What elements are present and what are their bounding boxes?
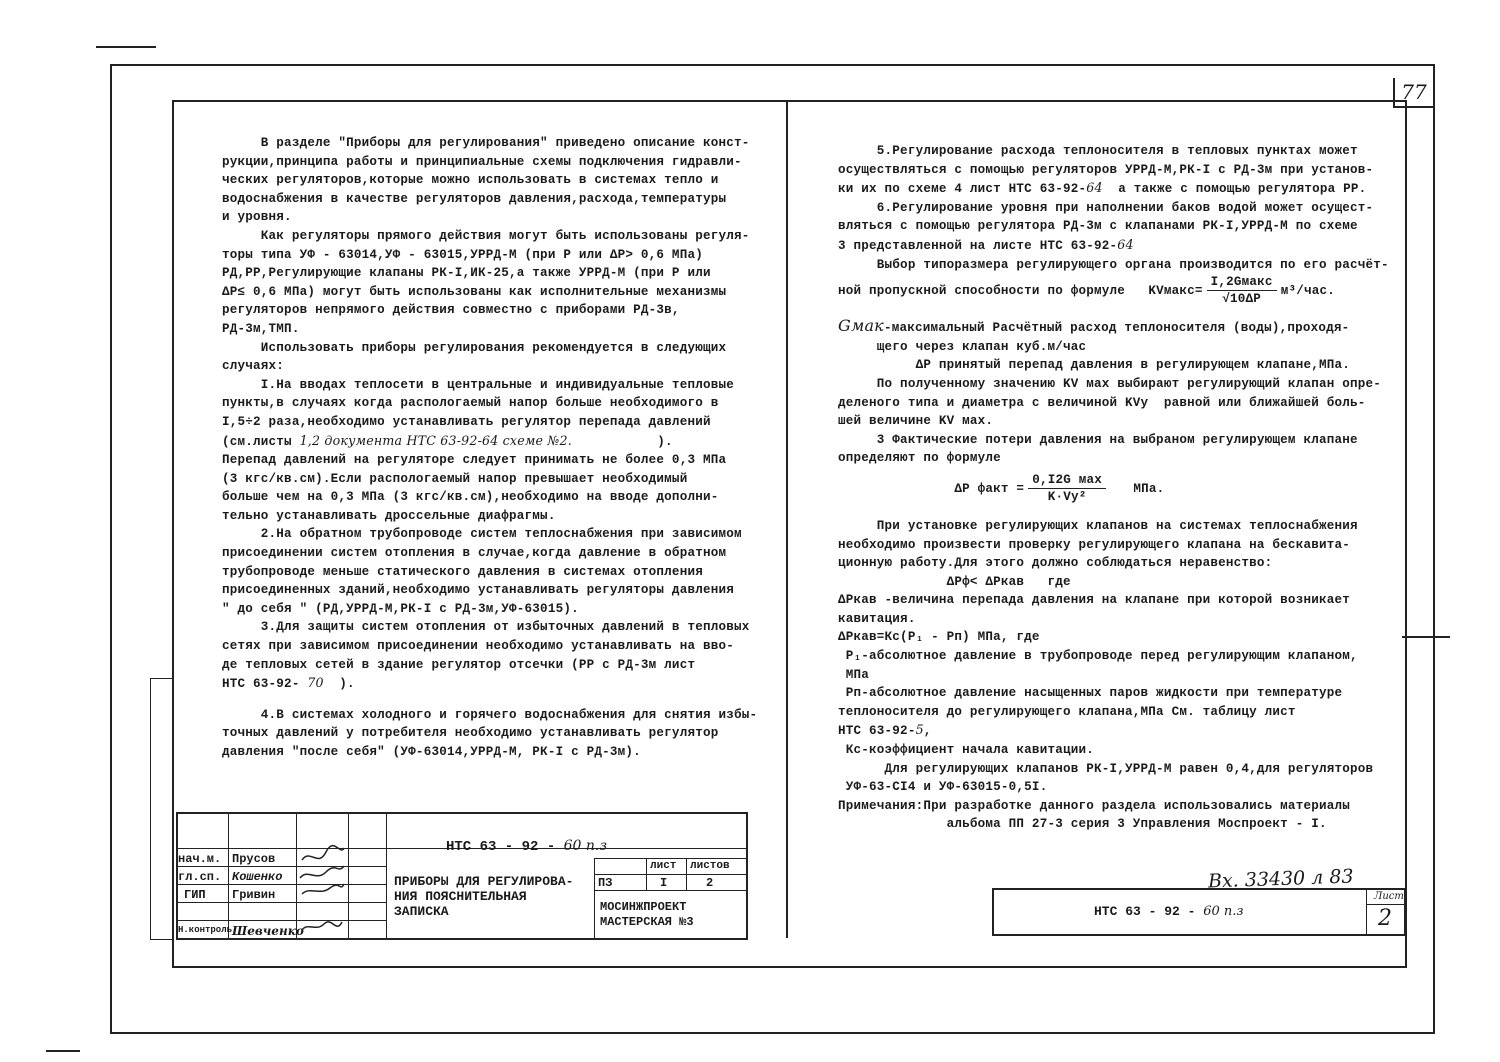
text-line: альбома ПП 27-3 серия 3 Управления Моспроект - I. — [838, 817, 1327, 832]
text-line: рукции,принципа работы и принципиальные схемы подключения гидравли- — [222, 154, 742, 169]
doc-code-right: НТС 63 - 92 - 60 п.з — [1094, 904, 1244, 919]
text-line: регуляторов непрямого действия совместно с приборами РД-3в, — [222, 303, 680, 318]
text-line: I,5÷2 раза,необходимо устанавливать регулятор перепада давлений — [222, 414, 711, 429]
text-line: случаях: — [222, 359, 285, 374]
text-line: В разделе "Приборы для регулирования" приведено описание конст- — [222, 136, 750, 150]
text-line: пункты,в случаях когда распологаемый напор больше необходимого в — [222, 396, 719, 411]
role-label: ГИП — [184, 888, 206, 902]
text-line: необходимо произвести проверку регулирующего клапана на бескавита- — [838, 537, 1350, 552]
text-line: При установке регулирующих клапанов на системах теплоснабжения — [838, 518, 1358, 533]
tb-line — [594, 890, 748, 891]
text-line: " до себя " (РД,УРРД-М,РК-I с РД-3м,УФ-63015). — [222, 601, 579, 616]
text-line: деленого типа и диаметра с величиной KVy равной или ближайшей боль- — [838, 395, 1366, 410]
tb-line — [176, 884, 386, 885]
text-line: ционную работу.Для этого должно соблюдаться неравенство: — [838, 556, 1273, 571]
text-line: (3 кгс/кв.см).Если распологаемый напор превышает необходимый — [222, 471, 688, 486]
text-line: больше чем на 0,3 МПа (3 кгс/кв.см),необходимо на вводе дополни- — [222, 490, 719, 505]
text-line: трубопроводе меньше статического давления в системах отопления — [222, 564, 703, 579]
tb-line — [1366, 888, 1367, 936]
side-stub — [150, 678, 172, 940]
text-line: ΔР принятый перепад давления в регулирующем клапане,МПа. — [838, 358, 1350, 373]
formula-kv: ной пропускной способности по формуле KVмакс= $\frac{\text{I,2Gмакс}}{√10\Delta Р}$ м³/час. — [838, 275, 1335, 307]
text-line: 6.Регулирование уровня при наполнении баков водой может осущест- — [838, 200, 1374, 215]
tb-line — [176, 902, 386, 903]
text-line: 3 Фактические потери давления на выбраном регулирующем клапане — [838, 432, 1358, 447]
formula-dp: ΔР факт = $\frac{\text{0,I2G мах}}{\text{K·Vy²}}$ МПа. — [954, 472, 1165, 504]
text-line: присоединении систем отопления в случае,когда давление в обратном — [222, 546, 727, 561]
text-line: шей величине KV мах. — [838, 414, 994, 429]
handwritten-70: 70 — [307, 675, 324, 691]
text-line: Р₁-абсолютное давление в трубопроводе перед регулирующим клапаном, — [838, 649, 1358, 664]
text-line: присоединенных зданий,необходимо устанавливать регуляторы давления — [222, 583, 734, 598]
intro-paragraphs — [222, 134, 782, 432]
text-line: Примечания:При разработке данного раздела использовались материалы — [838, 798, 1350, 813]
text-line: сетях при зависимом присоединении необходимо устанавливать на вво- — [222, 639, 734, 654]
tb-line — [176, 866, 386, 867]
notes-paragraphs — [838, 741, 1403, 834]
sheet-value-right: 2 — [1378, 906, 1392, 931]
text-line: теплоносителя до регулирующего клапана,МПа См. таблицу лист — [838, 704, 1296, 719]
scan-mark — [1402, 636, 1450, 638]
text-line: водоснабжения в качестве регуляторов давления,расхода,температуры — [222, 191, 727, 206]
incoming-stamp: Вх. 33430 л 83 — [1207, 865, 1354, 893]
tb-line — [646, 858, 647, 890]
text-line: 3.Для защиты систем отопления от избыточных давлений в тепловых — [222, 620, 750, 635]
person-name: Прусов — [232, 852, 276, 866]
text-line: давления "после себя" (УФ-63014,УРРД-М, РК-I с РД-3м). — [222, 745, 641, 759]
sheets-label: листов — [690, 860, 730, 872]
doc-code: НТС 63 - 92 - 60 п.з — [446, 838, 607, 855]
stage: ПЗ — [598, 876, 613, 890]
sheet-label-right: Лист — [1374, 891, 1404, 902]
text-line: торы типа УФ - 63014,УФ - 63015,УРРД-М (при Р или ΔР> 0,6 МПа) — [222, 247, 703, 262]
scan-mark — [96, 46, 156, 48]
text-line: ΔР≤ 0,6 МПа) могут быть использованы как исполнительные механизмы — [222, 284, 727, 299]
text-line: РД-3м,ТМП. — [222, 321, 300, 336]
text-line: I.На вводах теплосети в центральные и индивидуальные тепловые — [222, 377, 734, 392]
text-line: 2.На обратном трубопроводе систем теплоснабжения при зависимом — [222, 527, 742, 542]
role-label: Н.контроль — [178, 925, 233, 935]
tb-line — [686, 858, 687, 890]
tb-line — [386, 812, 387, 940]
role-label: гл.сп. — [178, 870, 222, 884]
text-line: Кс-коэффициент начала кавитации. — [838, 743, 1094, 758]
text-line: ки их по схеме 4 лист НТС 63-92-64 а также с помощью регулятора РР. — [838, 180, 1367, 197]
text-line: Использовать приборы регулирования рекомендуется в следующих — [222, 340, 727, 355]
handwritten-64: 64 — [1086, 180, 1103, 196]
scan-mark — [46, 1050, 80, 1052]
left-column-text — [222, 134, 782, 762]
text-line: УФ-63-СI4 и УФ-63015-0,5I. — [838, 780, 1048, 795]
tb-line — [594, 858, 595, 940]
sheet-value: I — [660, 876, 668, 890]
sheets-value: 2 — [706, 876, 714, 890]
text-line: Gмак-максимальный Расчётный расход теплоносителя (воды),проходя- — [838, 316, 1350, 336]
text-line: тельно устанавливать дроссельные диафрагмы. — [222, 508, 556, 523]
handwritten-5: 5 — [915, 722, 924, 738]
section-paragraphs — [222, 451, 782, 674]
text-line: и уровня. — [222, 210, 292, 225]
text-line: де тепловых сетей в здание регулятор отсечки (РР с РД-3м лист — [222, 657, 696, 672]
ref-70-line: НТС 63-92- 70 ). — [222, 675, 355, 692]
text-line: 5.Регулирование расхода теплоносителя в тепловых пунктах может — [838, 144, 1358, 158]
text-line: кавитация. — [838, 611, 916, 626]
text-line: ческих регуляторов,которые можно использовать в системах тепло и — [222, 173, 719, 188]
sheet-label: лист — [650, 860, 677, 872]
text-line: По полученному значению KV мах выбирают регулирующий клапан опре- — [838, 376, 1382, 391]
tb-line — [228, 812, 229, 940]
tb-line — [348, 812, 349, 940]
text-line: щего через клапан куб.м/час — [838, 339, 1087, 354]
text-line: Рп-абсолютное давление насыщенных паров жидкости при температуре — [838, 686, 1343, 701]
person-name: Кошенко — [232, 870, 283, 884]
text-line: 3 представленной на листе НТС 63-92-64 — [838, 236, 1134, 253]
text-line: ΔРкав -величина перепада давления на клапане при которой возникает — [838, 593, 1350, 608]
person-name: Гривин — [232, 888, 276, 902]
role-label: нач.м. — [178, 852, 222, 866]
text-line: осуществляться с помощью регуляторов УРРД-М,РК-I с РД-3м при установ- — [838, 162, 1374, 177]
text-line: Перепад давлений на регуляторе следует принимать не более 0,3 МПа — [222, 453, 727, 468]
person-name: Шевченко — [232, 924, 304, 938]
text-line: Как регуляторы прямого действия могут быть использованы регуля- — [222, 228, 750, 243]
handwritten-64b: 64 — [1117, 236, 1134, 252]
text-line: ΔРф< ΔРкав где — [838, 574, 1071, 589]
text-line: точных давлений у потребителя необходимо устанавливать регулятор — [222, 726, 719, 741]
tb-line — [594, 858, 748, 859]
text-line: Выбор типоразмера регулирующего органа производится по его расчёт- — [838, 257, 1389, 272]
text-line: РД,РР,Регулирующие клапаны РК-I,ИК-25,а также УРРД-М (при Р или — [222, 266, 711, 281]
handwritten-gmax: Gмак — [838, 316, 884, 336]
handwritten-ref: 1,2 документа НТС 63-92-64 схеме №2. — [299, 432, 572, 448]
tb-line — [176, 920, 386, 921]
text-line: определяют по формуле — [838, 451, 1001, 466]
handwritten-ref-line: (см.листы 1,2 документа НТС 63-92-64 схеме №2. ). — [222, 432, 673, 449]
text-line: НТС 63-92-5, — [838, 722, 932, 739]
doc-title: ПРИБОРЫ ДЛЯ РЕГУЛИРОВА- НИЯ ПОЯСНИТЕЛЬНАЯ ЗАПИСКА — [394, 874, 574, 919]
text-line: ΔРкав=Кс(Р₁ - Рп) МПа, где — [838, 630, 1040, 645]
organization: МОСИНЖПРОЕКТ МАСТЕРСКАЯ №3 — [600, 900, 694, 929]
sheet-divider — [786, 100, 788, 938]
tb-line — [1366, 904, 1406, 905]
section-4-paragraph — [222, 706, 782, 762]
sheet-number: 77 — [1393, 78, 1433, 108]
cavitation-paragraphs — [838, 517, 1403, 722]
tb-line — [594, 874, 748, 875]
text-line: вляться с помощью регулятора РД-3м с клапанами РК-I,УРРД-М по схеме — [838, 219, 1358, 234]
right-column-text — [838, 142, 1403, 834]
text-line: Для регулирующих клапанов РК-I,УРРД-М равен 0,4,для регуляторов — [838, 761, 1374, 776]
text-line: МПа — [838, 667, 870, 682]
text-line: 4.В системах холодного и горячего водоснабжения для снятия избы- — [222, 707, 758, 722]
signatures — [296, 838, 348, 938]
